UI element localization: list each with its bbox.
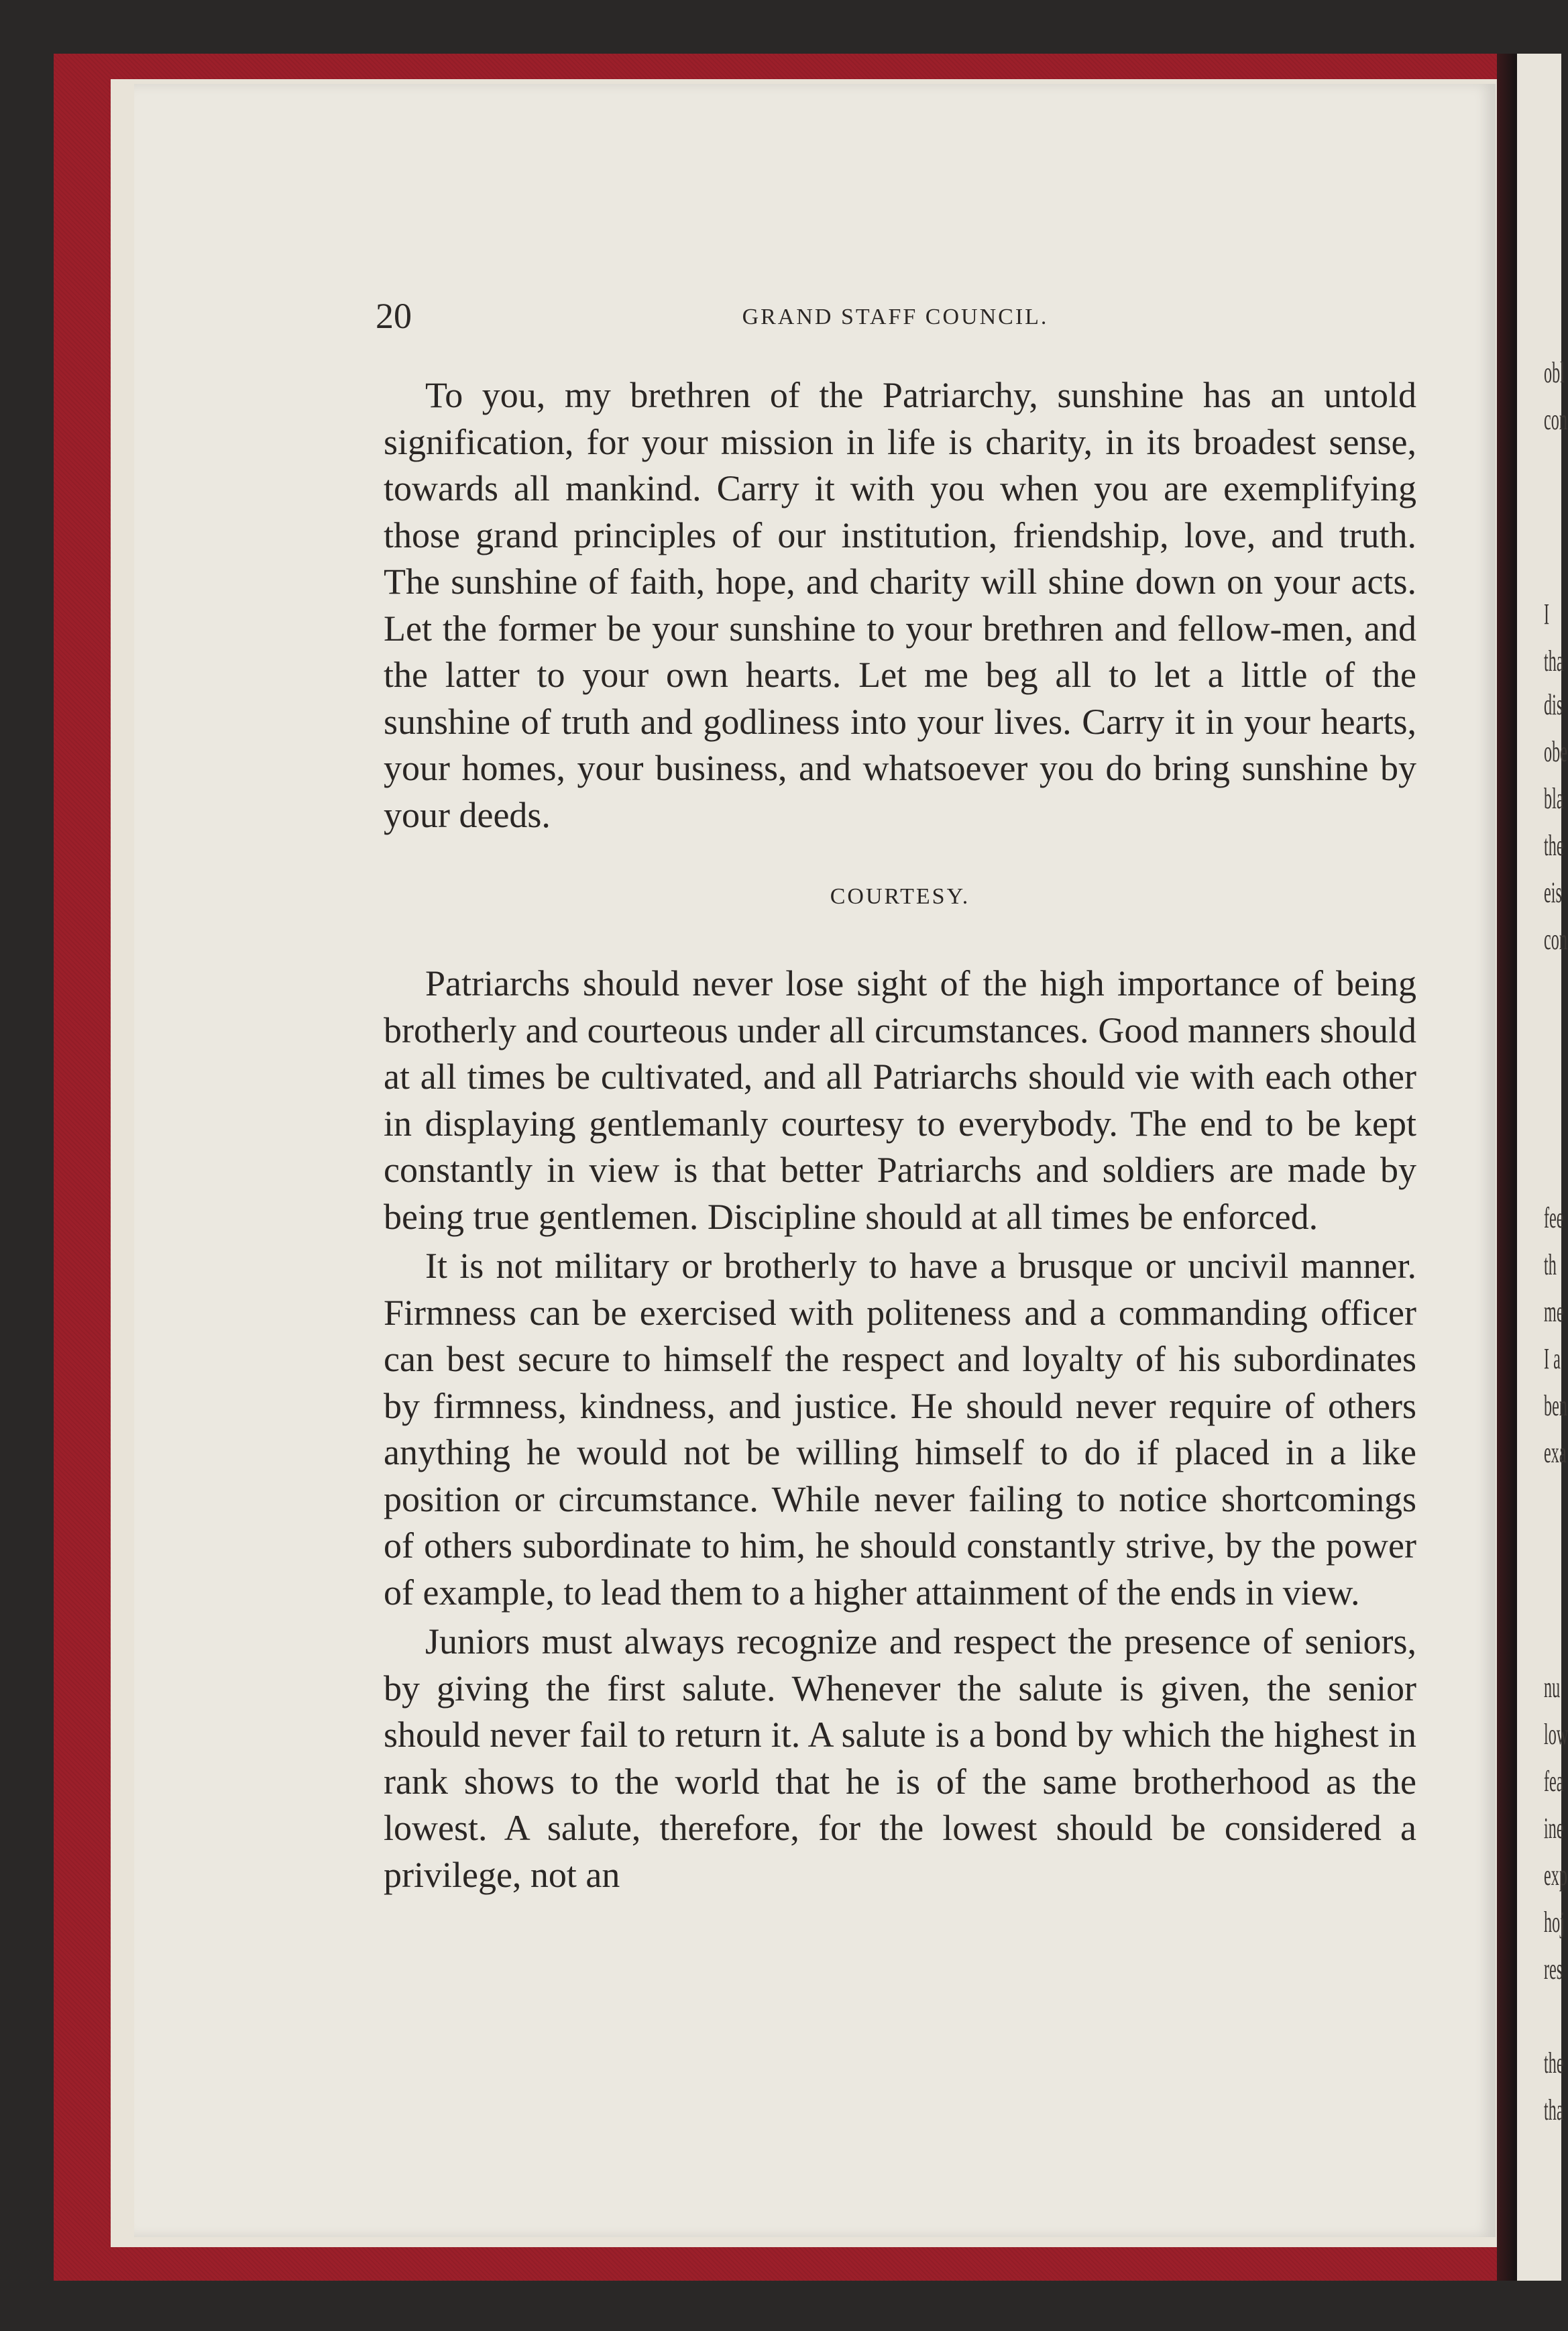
next-page-fragment: hoj (1544, 1906, 1565, 1939)
next-page-fragment: obl (1544, 356, 1565, 389)
next-page-fragment: tha (1544, 645, 1564, 677)
next-page-fragment: nu (1544, 1671, 1561, 1704)
paragraph-manner: It is not military or brotherly to have a brusque or uncivil manner. Firmness can be exercised with politeness and a commanding officer can best secure to himself the respect and loyalty of his subordinates by firmness, kindness, and justice. He should never require of others anything he would not be willing himself to do if placed in a like position or circumstance. While never failing to notice shortcomings of others subordinate to him, he should constantly strive, by the power of example, to lead them to a higher attainment of the ends in view. (384, 1246, 1416, 1613)
next-page-fragment: con (1544, 923, 1567, 956)
paragraph-courtesy: Patriarchs should never lose sight of the high importance of being brotherly and courteous under all circumstances. Good manners should at all times be cultivated, and all Patriarchs should vie with each other in displaying gentlemanly courtesy to everybody. The end to be kept constantly in view is that better Patriarchs and soldiers are made by being true gentlemen. Discipline should at all times be enforced. (384, 963, 1416, 1237)
next-page-fragment: th (1544, 1248, 1557, 1281)
section-heading: COURTESY. (830, 884, 970, 909)
next-page-fragment: I a (1544, 1342, 1561, 1375)
next-page-edge (1517, 54, 1568, 2281)
next-page-fragment: tha (1544, 2094, 1564, 2126)
next-page-fragment: ben (1544, 1389, 1567, 1422)
next-page-fragment: con (1544, 403, 1567, 436)
next-page-fragment: obe (1544, 735, 1567, 768)
next-page-fragment: res (1544, 1953, 1563, 1986)
next-page-fragment: bla (1544, 782, 1564, 815)
next-page-fragment: exa (1544, 1436, 1567, 1469)
next-page-fragment: eis (1544, 876, 1562, 909)
running-head: GRAND STAFF COUNCIL. (742, 305, 1049, 329)
book-gutter (1497, 54, 1517, 2281)
next-page-fragment: exp (1544, 1859, 1567, 1892)
page-number: 20 (376, 296, 412, 336)
next-page-fragment: dis (1544, 688, 1563, 721)
next-page-fragment: me (1544, 1295, 1564, 1328)
next-page-fragment: ine (1544, 1812, 1564, 1845)
page-body (384, 372, 1416, 1898)
paragraph-sunshine: To you, my brethren of the Patriarchy, sunshine has an untold signification, for your mission in life is charity, in its broadest sense, towards all mankind. Carry it with you when you are exemplifying those grand principles of our institution, friendship, love, and truth. The sunshine of faith, hope, and charity will shine down on your acts. Let the former be your sunshine to your brethren and fellow-men, and the latter to your own hearts. Let me beg all to let a little of the sunshine of truth and godliness into your lives. Carry it in your hearts, your homes, your business, and whatsoever you do bring sunshine by your deeds. (384, 375, 1416, 835)
paragraph-salute: Juniors must always recognize and respect the presence of seniors, by giving the first salute. Whenever the salute is given, the senior should never fail to return it. A salute is a bond by which the highest in rank shows to the world that he is of the same brotherhood as the lowest. A salute, therefore, for the lowest should be considered a privilege, not an (384, 1621, 1416, 1895)
next-page-fragment: low (1544, 1718, 1568, 1751)
page-header (376, 295, 1415, 342)
next-page-fragment: fee (1544, 1201, 1564, 1234)
next-page-fragment: the (1544, 2047, 1564, 2079)
next-page-fragment: I (1544, 598, 1550, 631)
next-page-fragment: fea (1544, 1765, 1564, 1798)
next-page-fragment: the (1544, 829, 1564, 862)
